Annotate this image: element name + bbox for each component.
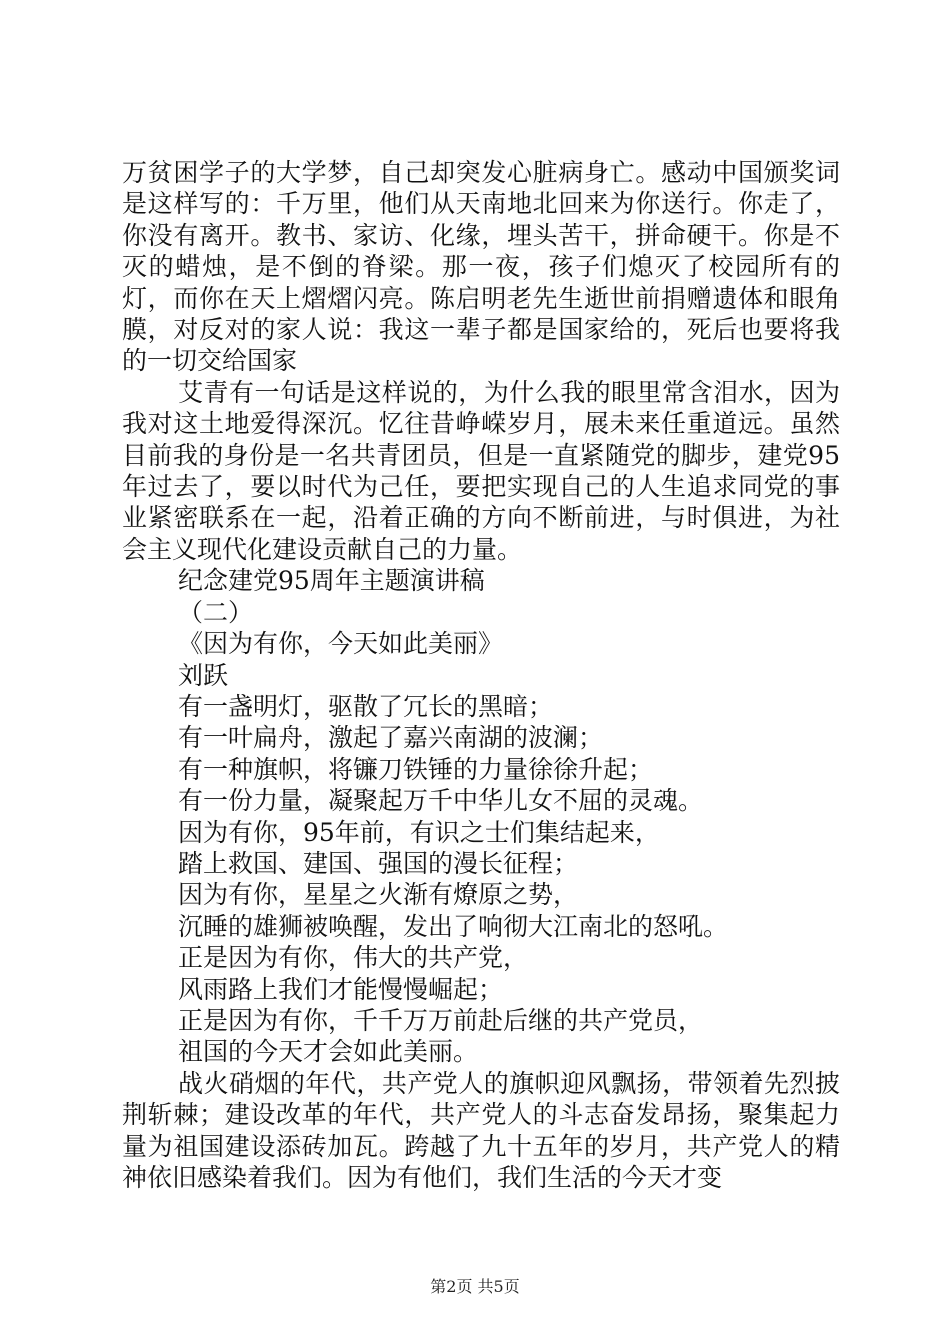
- poem-line: 有一叶扁舟，激起了嘉兴南湖的波澜；: [178, 723, 604, 753]
- part-marker: （二）: [178, 597, 254, 627]
- poem-line: 正是因为有你，千千万万前赴后继的共产党员，: [178, 1005, 704, 1035]
- page-footer: 第2页 共5页: [430, 1277, 520, 1296]
- poem-line: 因为有你，星星之火渐有燎原之势，: [178, 880, 579, 910]
- speech-title: 《因为有你，今天如此美丽》: [178, 629, 504, 659]
- paragraph-1: 万贫困学子的大学梦，自己却突发心脏病身亡。感动中国颁奖词是这样写的：千万里，他们从天南地北回来为你送行。你走了，你没有离开。教书、家访、化缘，埋头苦干，拼命硬干。你是不灭的蜡烛，是不倒的脊梁。那一夜，孩子们熄灭了校园所有的灯，而你在天上熠熠闪亮。陈启明老先生逝世前捐赠遗体和眼角膜，对反对的家人说：我这一辈子都是国家给的，死后也要将我的一切交给国家: [122, 158, 840, 376]
- poem-line: 风雨路上我们才能慢慢崛起；: [178, 974, 504, 1004]
- poem-line: 沉睡的雄狮被唤醒，发出了响彻大江南北的怒吼。: [178, 911, 729, 941]
- paragraph-2: 艾青有一句话是这样说的，为什么我的眼里常含泪水，因为我对这土地爱得深沉。忆往昔峥嵘岁月，展未来任重道远。虽然目前我的身份是一名共青团员，但是一直紧随党的脚步，建党95年过去了，要以时代为己任，要把实现自己的人生追求同党的事业紧密联系在一起，沿着正确的方向不断前进，与时俱进，为社会主义现代化建设贡献自己的力量。: [122, 377, 840, 564]
- poem-line: 有一盏明灯，驱散了冗长的黑暗；: [178, 691, 554, 721]
- poem-line: 正是因为有你，伟大的共产党，: [178, 943, 529, 973]
- poem-line: 祖国的今天才会如此美丽。: [178, 1037, 479, 1067]
- poem-line: 踏上救国、建国、强国的漫长征程；: [178, 848, 579, 878]
- poem-line: 有一份力量，凝聚起万千中华儿女不屈的灵魂。: [178, 786, 704, 816]
- speech-heading: 纪念建党95周年主题演讲稿: [178, 566, 485, 596]
- poem-line: 有一种旗帜，将镰刀铁锤的力量徐徐升起；: [178, 754, 654, 784]
- poem-line: 因为有你，95年前，有识之士们集结起来，: [178, 817, 660, 847]
- author-name: 刘跃: [178, 660, 229, 690]
- document-body: [122, 157, 840, 1193]
- paragraph-3: 战火硝烟的年代，共产党人的旗帜迎风飘扬，带领着先烈披荆斩棘；建设改革的年代，共产党人的斗志奋发昂扬，聚集起力量为祖国建设添砖加瓦。跨越了九十五年的岁月，共产党人的精神依旧感染着我们。因为有他们，我们生活的今天才变: [122, 1068, 840, 1192]
